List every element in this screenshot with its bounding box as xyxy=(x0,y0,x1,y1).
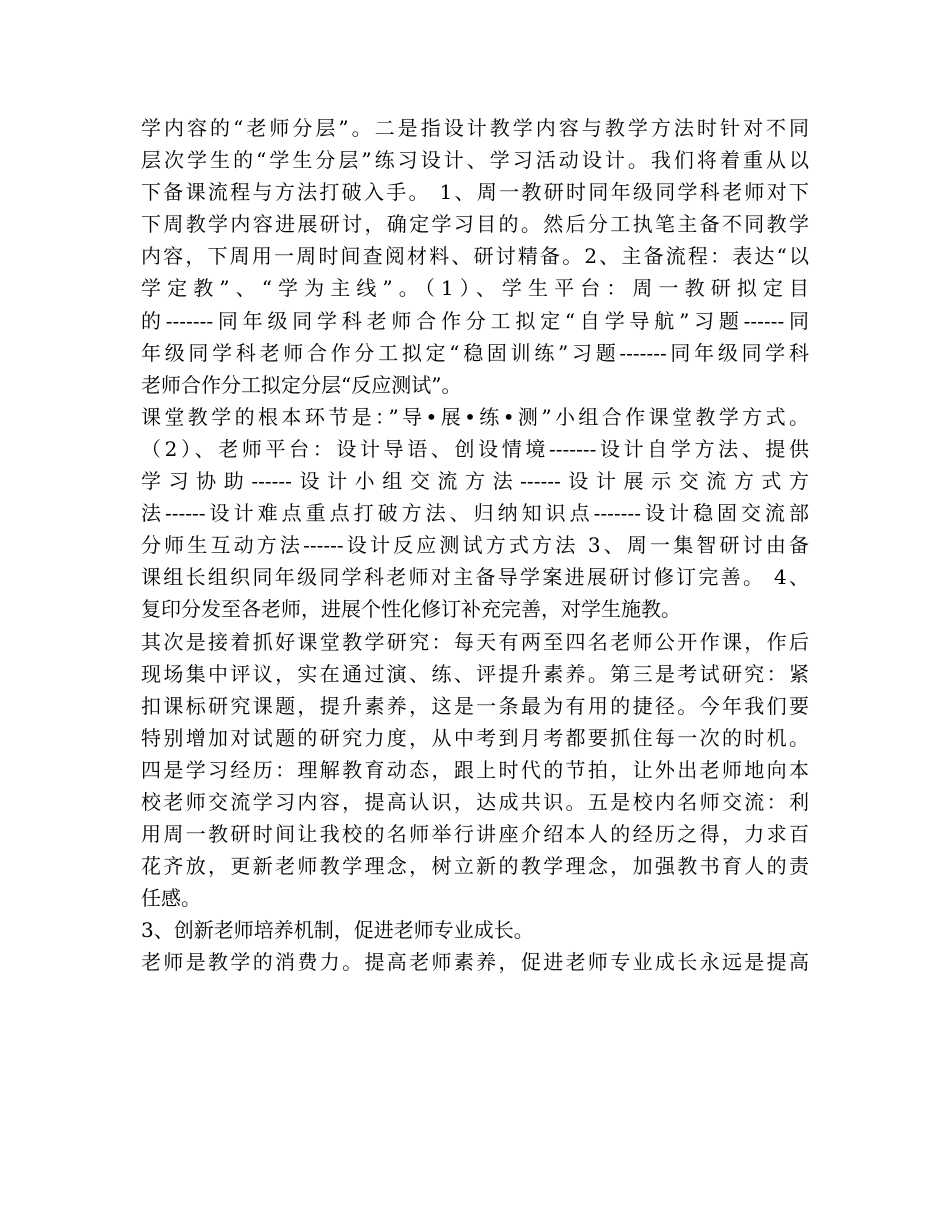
text-line: 的-------同年级同学科老师合作分工拟定“自学导航”习题------同 xyxy=(141,308,809,333)
text-line: 层次学生的“学生分层”练习设计、学习活动设计。我们将着重从以 xyxy=(141,148,809,173)
text-line: 学习协助------设计小组交流方法------设计展示交流方式方 xyxy=(141,469,809,494)
text-line: 用周一教研时间让我校的名师举行讲座介绍本人的经历之得，力求百 xyxy=(141,822,809,847)
text-line: 花齐放，更新老师教学理念，树立新的教学理念，加强教书育人的责 xyxy=(141,854,809,879)
text-line: 课组长组织同年级同学科老师对主备导学案进展研讨修订完善。 4、 xyxy=(141,565,809,590)
text-line: 特别增加对试题的研究力度，从中考到月考都要抓住每一次的时机。 xyxy=(141,725,809,750)
text-line: 复印分发至各老师，进展个性化修订补充完善，对学生施教。 xyxy=(141,597,681,622)
text-line: 法------设计难点重点打破方法、归纳知识点-------设计稳固交流部 xyxy=(141,501,809,526)
text-line: 校老师交流学习内容，提高认识，达成共识。五是校内名师交流：利 xyxy=(141,789,809,814)
text-line: 老师合作分工拟定分层“反应测试”。 xyxy=(141,372,462,397)
text-line: 老师是教学的消费力。提高老师素养，促进老师专业成长永远是提高 xyxy=(141,950,809,975)
text-line: 内容，下周用一周时间查阅材料、研讨精备。2、主备流程：表达“以 xyxy=(141,244,809,269)
text-line: 其次是接着抓好课堂教学研究：每天有两至四名老师公开作课，作后 xyxy=(141,629,809,654)
document-body xyxy=(141,112,809,979)
text-line: 年级同学科老师合作分工拟定“稳固训练”习题-------同年级同学科 xyxy=(141,340,809,365)
text-line: 四是学习经历：理解教育动态，跟上时代的节拍，让外出老师地向本 xyxy=(141,757,809,782)
text-line: 任感。 xyxy=(141,886,201,911)
text-line: 课堂教学的根本环节是：”导•展•练•测”小组合作课堂教学方式。 xyxy=(141,404,809,429)
text-line: 下备课流程与方法打破入手。 1、周一教研时同年级同学科老师对下 xyxy=(141,180,809,205)
text-line: 学内容的“老师分层”。二是指设计教学内容与教学方法时针对不同 xyxy=(141,116,809,140)
section-heading: 3、创新老师培养机制，促进老师专业成长。 xyxy=(141,918,534,943)
text-line: 分师生互动方法------设计反应测试方式方法 3、周一集智研讨由备 xyxy=(141,533,809,558)
text-line: 现场集中评议，实在通过演、练、评提升素养。第三是考试研究：紧 xyxy=(141,661,809,686)
text-line: 下周教学内容进展研讨，确定学习目的。然后分工执笔主备不同教学 xyxy=(141,212,809,237)
text-line: 学定教”、“学为主线”。（1）、学生平台：周一教研拟定目 xyxy=(141,276,809,301)
text-line: （2）、老师平台：设计导语、创设情境-------设计自学方法、提供 xyxy=(141,436,809,461)
text-line: 扣课标研究课题，提升素养，这是一条最为有用的捷径。今年我们要 xyxy=(141,693,809,718)
